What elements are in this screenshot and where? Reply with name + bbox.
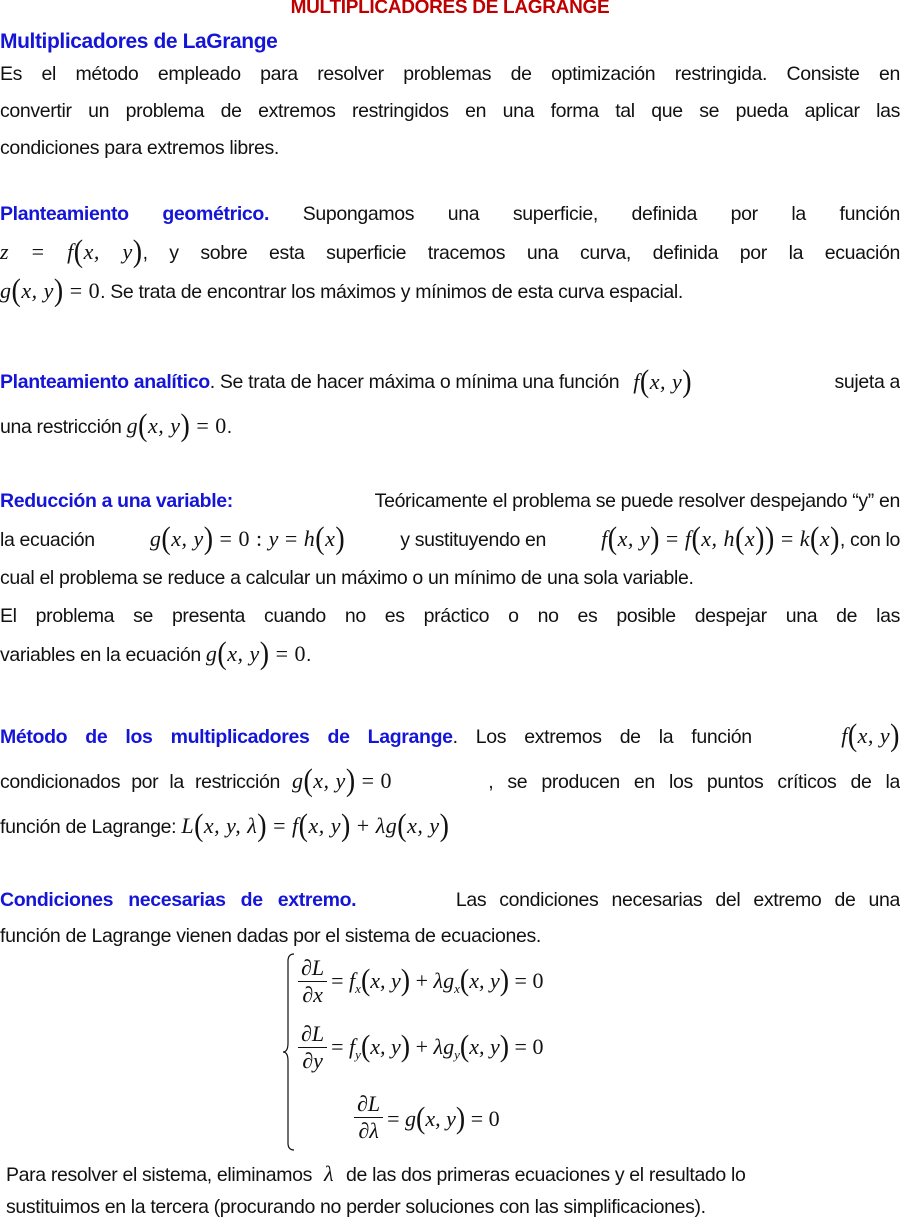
reduction-line-5 [0,635,900,674]
analytic-heading: Planteamiento analítico [0,360,210,404]
geometric-line-1-text: Supongamos una superficie, definida por la función [303,203,900,225]
method-line-2-text-b: , se producen en los puntos críticos de la [488,760,900,804]
method-line-2-text-a: condicionados por la restricción [0,760,280,804]
geometric-line-3 [0,272,900,311]
geometric-heading: Planteamiento geométrico. [0,203,269,225]
constraint-formula: g(x, y) = 0 [0,278,100,303]
reduction-line-4 [0,597,900,635]
equation-rhs: = $f_y(x$, $y) + \lambda g_y(x$, y) = 0 [331,1032,543,1063]
fraction-dl-dy [298,1021,327,1074]
geometric-line-2 [0,233,900,272]
reduction-line-2-text-a: la ecuación [0,521,95,559]
method-line-3-text: función de Lagrange: [0,816,176,838]
method-heading: Método de los multiplicadores de Lagrange [0,715,453,759]
restriction-formula: g(x, y) = 0 [127,413,227,438]
intro-line-2-text: convertir un problema de extremos restringidos en una forma tal que se pueda aplicar las [0,93,900,130]
restriction-formula-2: g(x, y) = 0 [292,759,392,803]
solve-for-y-formula: g(x, y) = 0 : y = h(x) [150,520,345,558]
closing-line-1-text-a: Para resolver el sistema, eliminamos [6,1159,312,1191]
analytic-line-2-tail: . [227,416,232,438]
analytic-line-1-text: . Se trata de hacer máxima o mínima una función [210,360,620,404]
reduction-line-4-text: El problema se presenta cuando no es práctico o no es posible despejar una de las [0,605,900,627]
geometric-line-1 [0,196,900,233]
conditions-line-1-text: Las condiciones necesarias del extremo de una [456,882,900,918]
reduction-line-2 [0,520,900,559]
geometric-paragraph [0,196,900,311]
left-brace-icon [282,953,296,1151]
fraction-numerator: ∂L [354,1091,383,1117]
closing-line-1-text-b: de las dos primeras ecuaciones y el resultado lo [346,1159,745,1191]
lagrange-function-formula: L(x, y, λ) = f(x, y) + λg(x, y) [181,813,449,838]
method-paragraph [0,714,900,849]
reduction-line-2-math-and-tail [601,520,900,559]
document-title: MULTIPLICADORES DE LAGRANGE [0,0,900,19]
fraction-denominator: ∂λ [355,1118,381,1144]
intro-line-3: condiciones para extremos libres. [0,130,900,167]
objective-function-formula-2: f(x, y) [841,714,900,758]
geometric-line-2-text: , y sobre esta superficie tracemos una curva, definida por la ecuación [143,242,900,264]
fraction-numerator: ∂L [298,955,327,981]
reduction-line-1-text: Teóricamente el problema se puede resolver despejando “y” en [375,482,900,520]
intro-line-1 [0,56,900,93]
lagrange-equation-system [282,953,622,1153]
objective-function-formula: f(x, y) [633,360,692,404]
fraction-dl-dx [298,955,327,1008]
surface-function-formula: z = f(x, y) [0,239,143,264]
reduction-line-2-text-b: y sustituyendo en [400,521,546,559]
method-line-1-text: . Los extremos de la función [453,715,752,759]
closing-line-2: sustituimos en la tercera (procurando no perder soluciones con las simplificaciones). [6,1191,898,1223]
method-line-1 [0,714,900,759]
equation-partial-x [298,955,543,1008]
analytic-line-2 [0,404,900,449]
fraction-dl-dlambda [354,1091,383,1144]
reduction-line-5-tail: . [306,644,311,666]
analytic-line-1-tail: sujeta a [835,360,900,404]
reduction-line-3: cual el problema se reduce a calcular un máximo o un mínimo de una sola variable. [0,559,900,597]
reduction-paragraph [0,482,900,674]
constraint-formula-2: g(x, y) = 0 [206,641,306,666]
intro-line-2 [0,93,900,130]
analytic-line-2-text: una restricción [0,416,122,438]
substitution-formula: f(x, y) = f(x, h(x)) = k(x) [601,526,840,551]
intro-paragraph [0,56,900,167]
equation-rhs: = $f_x(x$, $y) + \lambda g_x(x$, y) = 0 [331,966,543,997]
conditions-line-1 [0,882,900,918]
analytic-paragraph [0,360,900,449]
lambda-symbol: λ [324,1158,334,1190]
closing-line-1 [6,1158,898,1191]
fraction-numerator: ∂L [298,1021,327,1047]
reduction-heading: Reducción a una variable: [0,482,233,520]
equation-rhs: = g(x, y) = 0 [387,1104,500,1132]
fraction-denominator: ∂x [299,982,326,1008]
closing-paragraph [6,1158,898,1223]
analytic-line-1 [0,360,900,404]
method-line-3 [0,804,900,849]
conditions-heading: Condiciones necesarias de extremo. [0,882,356,918]
reduction-line-1 [0,482,900,520]
geometric-line-3-text: . Se trata de encontrar los máximos y mínimos de esta curva espacial. [100,281,683,303]
reduction-line-2-text-c: , con lo [840,529,900,551]
equation-partial-y [298,1021,543,1074]
section-subtitle: Multiplicadores de LaGrange [0,30,277,54]
conditions-paragraph [0,882,900,954]
method-line-2 [0,759,900,804]
intro-line-1-text: Es el método empleado para resolver problemas de optimización restringida. Consiste en [0,56,900,93]
reduction-line-5-text: variables en la ecuación [0,644,201,666]
fraction-denominator: ∂y [299,1048,326,1074]
conditions-line-2: función de Lagrange vienen dadas por el sistema de ecuaciones. [0,918,900,954]
equation-partial-lambda [354,1091,500,1144]
